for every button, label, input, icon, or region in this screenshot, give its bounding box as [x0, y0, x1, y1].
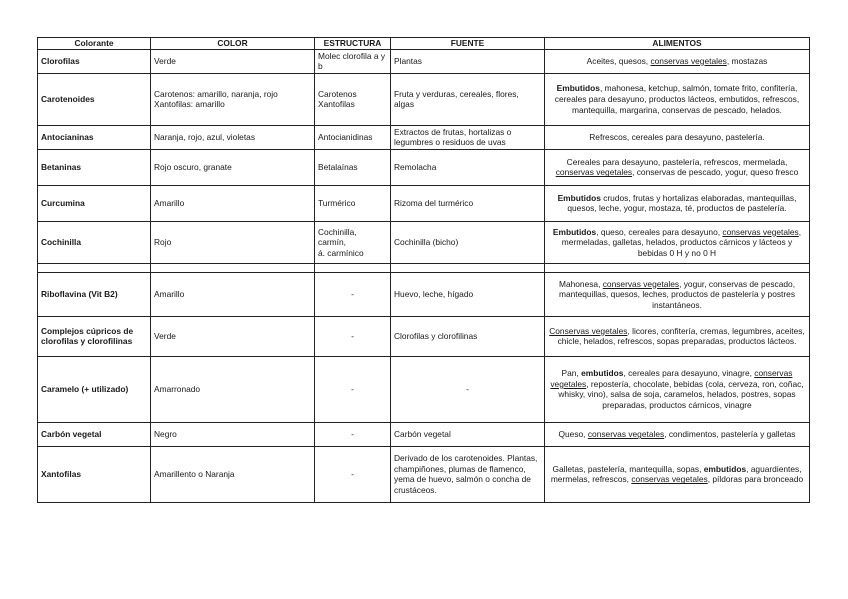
header-color: COLOR [151, 38, 315, 50]
table-row [38, 316, 810, 356]
alimentos-cell [545, 185, 810, 221]
color-cell: Naranja, rojo, azul, violetas [151, 125, 315, 149]
text-segment: , píldoras para bronceado [707, 474, 804, 485]
header-fuente: FUENTE [391, 38, 545, 50]
alimentos-cell [545, 221, 810, 263]
table-row [38, 185, 810, 221]
estructura-cell: - [315, 422, 391, 446]
text-segment: , condimentos, pastelería y galletas [664, 429, 796, 440]
text-segment: Pan, [561, 368, 582, 379]
text-segment: Queso, [558, 429, 588, 440]
color-cell: Amarillento o Naranja [151, 446, 315, 502]
colorant-name-cell: Clorofilas [38, 49, 151, 73]
estructura-cell: Molec clorofila a y b [315, 49, 391, 73]
estructura-cell: Antocianidinas [315, 125, 391, 149]
underlined-text: conservas vegetales [650, 55, 727, 66]
fuente-cell: Rizoma del turmérico [391, 185, 545, 221]
underlined-text: conservas vegetales [602, 278, 680, 289]
text-segment: , queso, cereales para desayuno, [596, 226, 723, 237]
spacer-cell [315, 263, 391, 272]
estructura-cell: - [315, 316, 391, 356]
text-segment: , mermeladas, galletas, helados, productos cárnicos y lácteos y bebidas 0 H y no 0 H [561, 226, 802, 258]
spacer-cell [38, 263, 151, 272]
estructura-cell: Cochinilla, carmín, á. carmínico [315, 221, 391, 263]
text-segment: , mostazas [726, 55, 768, 66]
colorant-name-cell: Curcumina [38, 185, 151, 221]
bold-text: Embutidos [557, 192, 601, 203]
text-segment: , mahonesa, ketchup, salmón, tomate frito, confitería, cereales para desayuno, productos lácteos, embutidos, refrescos, mantequilla, margarina, conservas de pescado, helados. [554, 83, 800, 115]
color-cell: Amarronado [151, 356, 315, 422]
header-colorante: Colorante [38, 38, 151, 50]
table-row [38, 221, 810, 263]
spacer-cell [151, 263, 315, 272]
table-row [38, 356, 810, 422]
colorant-name-cell: Antocianinas [38, 125, 151, 149]
alimentos-cell [545, 356, 810, 422]
bold-text: embutidos [703, 463, 747, 474]
text-segment: , yogur, conservas de pescado, mantequillas, quesos, leches, productos de pastelería y postres instantáneos. [558, 278, 796, 310]
color-cell: Rojo oscuro, granate [151, 149, 315, 185]
text-segment: Galletas, pastelería, mantequilla, sopas, [552, 463, 704, 474]
text-segment: , licores, confitería, cremas, legumbres, aceites, chicle, helados, refrescos, sopas preparadas, productos lácteos. [557, 325, 805, 347]
text-segment: , repostería, chocolate, bebidas (cola, cerveza, ron, coñac, whisky, vino), salsa de soja, caramelos, helados, postres, sopas preparadas, productos cárnicos, vinagre [558, 378, 804, 411]
text-segment: Cereales para desayuno, pastelería, refrescos, mermelada, [566, 156, 788, 167]
color-cell: Carotenos: amarillo, naranja, rojo Xantofilas: amarillo [151, 73, 315, 125]
estructura-cell: Betalaínas [315, 149, 391, 185]
colorant-name-cell: Caramelo (+ utilizado) [38, 356, 151, 422]
color-cell: Negro [151, 422, 315, 446]
estructura-cell: Turmérico [315, 185, 391, 221]
fuente-cell: Fruta y verduras, cereales, flores, algas [391, 73, 545, 125]
fuente-cell: Clorofilas y clorofilinas [391, 316, 545, 356]
spacer-cell [545, 263, 810, 272]
colorants-table [37, 37, 810, 503]
colorant-name-cell: Betaninas [38, 149, 151, 185]
color-cell: Rojo [151, 221, 315, 263]
text-segment: Aceites, quesos, [586, 55, 651, 66]
header-estructura: ESTRUCTURA [315, 38, 391, 50]
table-row [38, 149, 810, 185]
text-segment: , conservas de pescado, yogur, queso fresco [632, 167, 799, 178]
colorant-name-cell: Xantofilas [38, 446, 151, 502]
underlined-text: conservas vegetales [587, 429, 665, 440]
fuente-cell: Extractos de frutas, hortalizas o legumbres o residuos de uvas [391, 125, 545, 149]
underlined-text: conservas vegetales [550, 368, 793, 389]
fuente-cell: Derivado de los carotenoides. Plantas, champiñones, plumas de flamenco, yema de huevo, salmón o concha de crustáceos. [391, 446, 545, 502]
colorant-name-cell: Carbón vegetal [38, 422, 151, 446]
color-cell: Amarillo [151, 272, 315, 316]
alimentos-cell [545, 49, 810, 73]
bold-text: Embutidos [556, 83, 600, 94]
table-row [38, 49, 810, 73]
colorant-name-cell: Carotenoides [38, 73, 151, 125]
color-cell: Amarillo [151, 185, 315, 221]
alimentos-cell [545, 149, 810, 185]
text-segment: Refrescos, cereales para desayuno, pastelería. [589, 132, 765, 143]
colorant-name-cell: Cochinilla [38, 221, 151, 263]
header-row [38, 38, 810, 50]
estructura-cell: - [315, 356, 391, 422]
table-row [38, 125, 810, 149]
table-body [38, 49, 810, 502]
alimentos-cell [545, 422, 810, 446]
fuente-cell: Carbón vegetal [391, 422, 545, 446]
header-alimentos: ALIMENTOS [545, 38, 810, 50]
alimentos-cell [545, 73, 810, 125]
bold-text: embutidos [581, 368, 624, 379]
bold-text: Embutidos [552, 226, 597, 237]
fuente-cell: Huevo, leche, hígado [391, 272, 545, 316]
underlined-text: Conservas vegetales [549, 325, 628, 336]
alimentos-cell [545, 272, 810, 316]
estructura-cell: Carotenos Xantofilas [315, 73, 391, 125]
underlined-text: conservas vegetales [555, 167, 633, 178]
fuente-cell: Cochinilla (bicho) [391, 221, 545, 263]
color-cell: Verde [151, 49, 315, 73]
colorant-name-cell: Complejos cúpricos de clorofilas y clorofilinas [38, 316, 151, 356]
estructura-cell: - [315, 446, 391, 502]
text-segment: Mahonesa, [558, 278, 603, 289]
color-cell: Verde [151, 316, 315, 356]
alimentos-cell [545, 316, 810, 356]
table-row [38, 73, 810, 125]
underlined-text: conservas vegetales [722, 226, 799, 237]
alimentos-cell [545, 125, 810, 149]
table-row [38, 422, 810, 446]
fuente-cell: Plantas [391, 49, 545, 73]
colorant-name-cell: Riboflavina (Vit B2) [38, 272, 151, 316]
fuente-cell: - [391, 356, 545, 422]
text-segment: , cereales para desayuno, vinagre, [623, 368, 755, 379]
table-row [38, 446, 810, 502]
alimentos-cell [545, 446, 810, 502]
text-segment: crudos, frutas y hortalizas elaboradas, mantequillas, quesos, leche, yogur, mostaza, té, productos de pastelería. [567, 192, 797, 214]
table-row [38, 272, 810, 316]
estructura-cell: - [315, 272, 391, 316]
spacer-cell [391, 263, 545, 272]
underlined-text: conservas vegetales [631, 474, 708, 485]
text-segment: , aguardientes, mermelas, refrescos, [550, 463, 802, 485]
spacer-row [38, 263, 810, 272]
fuente-cell: Remolacha [391, 149, 545, 185]
